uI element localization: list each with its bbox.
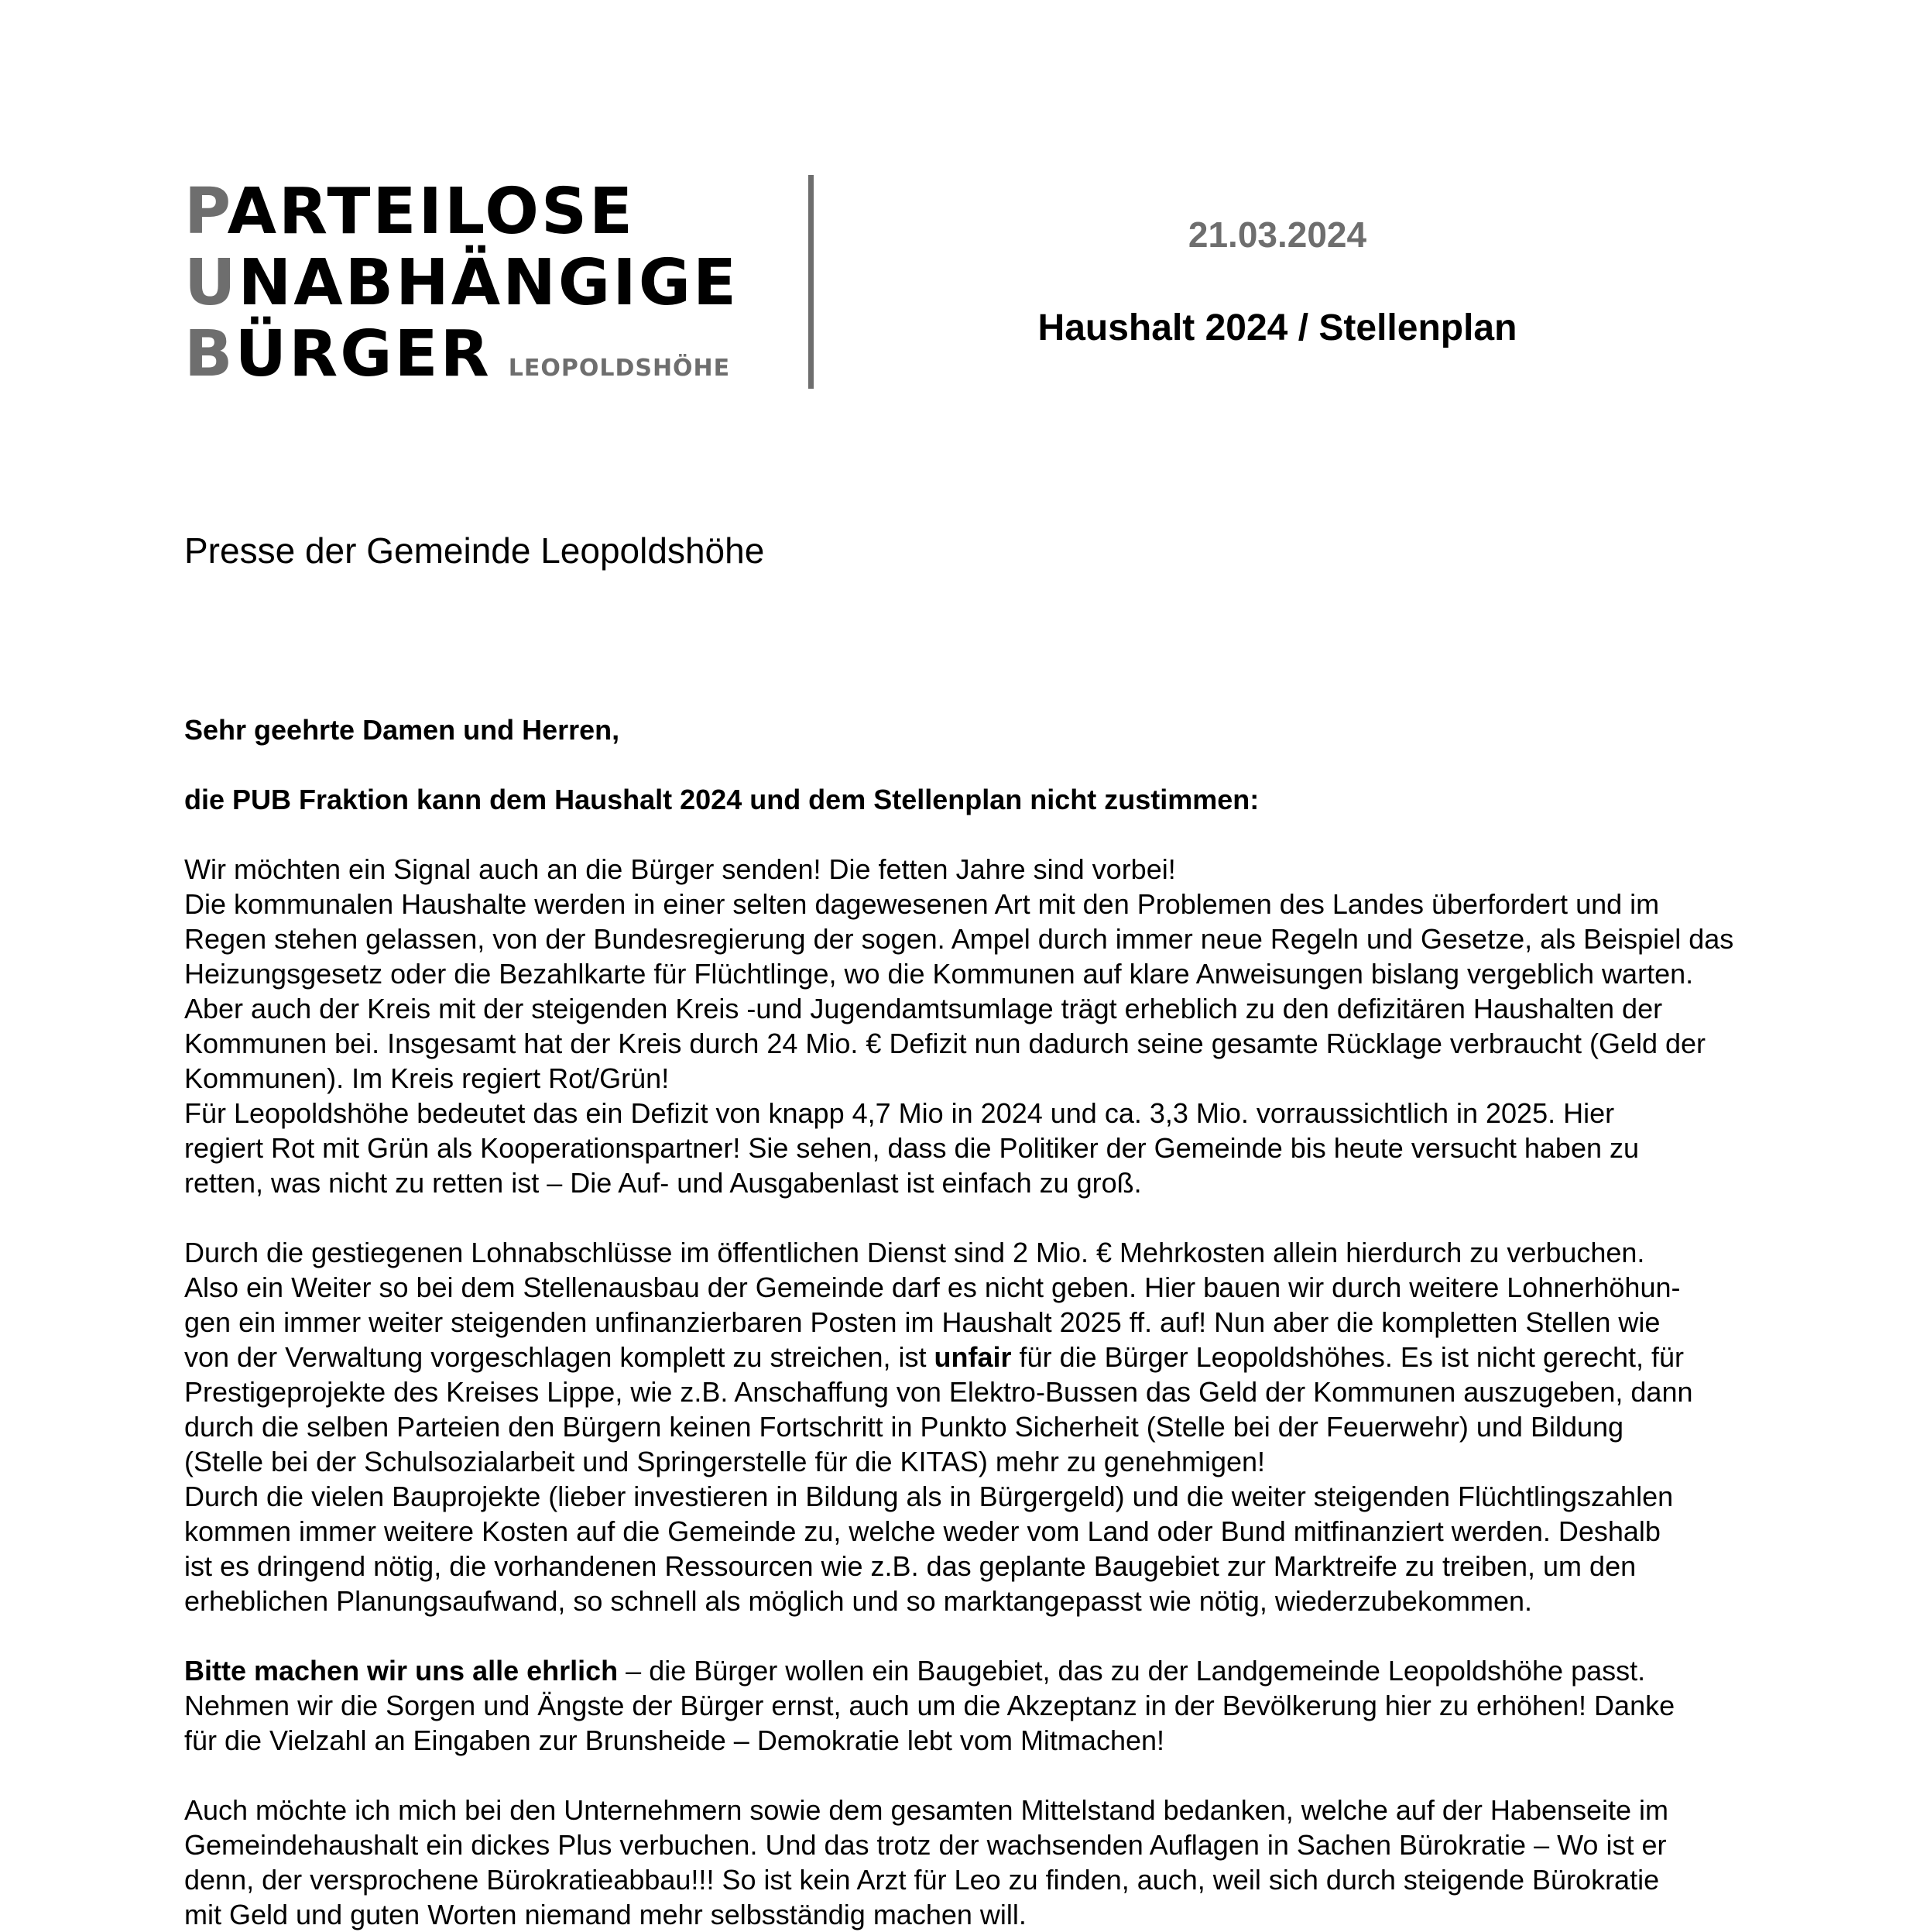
- text-line: Heizungsgesetz oder die Bezahlkarte für Flüchtlinge, wo die Kommunen auf klare Anweisungen bislang vergeblich warten.: [184, 958, 1694, 990]
- text-line: Kommunen). Im Kreis regiert Rot/Grün!: [184, 1062, 670, 1094]
- text-line: Aber auch der Kreis mit der steigenden Kreis -und Jugendamtsumlage trägt erheblich zu den defizitären Haushalten der: [184, 993, 1663, 1024]
- text-line: durch die selben Parteien den Bürgern keinen Fortschritt in Punkto Sicherheit (Stelle bei der Feuerwehr) und Bildung: [184, 1411, 1624, 1443]
- text-line: Wir möchten ein Signal auch an die Bürger senden! Die fetten Jahre sind vorbei!: [184, 853, 1176, 885]
- logo-line-unabhaengige: UNABHÄNGIGE: [184, 246, 739, 320]
- letter-subject: Haushalt 2024 / Stellenplan: [1037, 307, 1517, 348]
- logo-line-buerger: BÜRGER LEOPOLDSHÖHE: [184, 317, 731, 391]
- logo-line-parteilose: PARTEILOSE: [184, 175, 636, 249]
- logo-subtitle: LEOPOLDSHÖHE: [508, 355, 731, 382]
- text-line: retten, was nicht zu retten ist – Die Auf- und Ausgabenlast ist einfach zu groß.: [184, 1167, 1142, 1199]
- text-line: Prestigeprojekte des Kreises Lippe, wie z.B. Anschaffung von Elektro-Bussen das Geld der Kommunen auszugeben, dann: [184, 1376, 1693, 1408]
- text-line: Nehmen wir die Sorgen und Ängste der Bürger ernst, auch um die Akzeptanz in der Bevölkerung hier zu erhöhen! Danke: [184, 1690, 1675, 1721]
- text-line: Also ein Weiter so bei dem Stellenausbau der Gemeinde darf es nicht geben. Hier bauen wir durch weitere Lohnerhöhun-: [184, 1271, 1681, 1303]
- text-line: (Stelle bei der Schulsozialarbeit und Springerstelle für die KITAS) mehr zu genehmigen!: [184, 1446, 1266, 1477]
- emphasis-unfair: unfair: [934, 1341, 1012, 1373]
- paragraph-2: [184, 1235, 1748, 1618]
- letter-body: [184, 712, 1748, 1932]
- text-line: Für Leopoldshöhe bedeutet das ein Defizit von knapp 4,7 Mio in 2024 und ca. 3,3 Mio. vorraussichtlich in 2025. Hier: [184, 1097, 1615, 1129]
- text-line: Kommunen bei. Insgesamt hat der Kreis durch 24 Mio. € Defizit nun dadurch seine gesamte Rücklage verbraucht (Geld der: [184, 1028, 1706, 1059]
- salutation: Sehr geehrte Damen und Herren,: [184, 714, 620, 746]
- recipient: Presse der Gemeinde Leopoldshöhe: [184, 530, 765, 571]
- paragraph-1: [184, 852, 1748, 1200]
- text-line: Regen stehen gelassen, von der Bundesregierung der sogen. Ampel durch immer neue Regeln und Gesetze, als Beispiel das: [184, 923, 1734, 955]
- text-line: erheblichen Planungsaufwand, so schnell als möglich und so marktangepasst wie nötig, wiederzubekommen.: [184, 1585, 1532, 1617]
- text-line: Auch möchte ich mich bei den Unternehmern sowie dem gesamten Mittelstand bedanken, welche auf der Habenseite im: [184, 1794, 1669, 1826]
- paragraph-3: [184, 1653, 1748, 1758]
- text-line: Bitte machen wir uns alle ehrlich – die Bürger wollen ein Baugebiet, das zu der Landgemeinde Leopoldshöhe passt.: [184, 1655, 1646, 1687]
- text-line: Gemeindehaushalt ein dickes Plus verbuchen. Und das trotz der wachsenden Auflagen in Sachen Bürokratie – Wo ist er: [184, 1829, 1667, 1861]
- text-line: Durch die vielen Bauprojekte (lieber investieren in Bildung als in Bürgergeld) und die weiter steigenden Flüchtlingszahlen: [184, 1481, 1674, 1512]
- text-line: für die Vielzahl an Eingaben zur Brunsheide – Demokratie lebt vom Mitmachen!: [184, 1724, 1165, 1756]
- intro-statement: die PUB Fraktion kann dem Haushalt 2024 und dem Stellenplan nicht zustimmen:: [184, 784, 1260, 815]
- party-logo: [184, 177, 757, 393]
- text-line: kommen immer weitere Kosten auf die Gemeinde zu, welche weder vom Land oder Bund mitfinanziert werden. Deshalb: [184, 1515, 1661, 1547]
- text-line: denn, der versprochene Bürokratieabbau!!! So ist kein Arzt für Leo zu finden, auch, weil sich durch steigende Bürokratie: [184, 1864, 1660, 1896]
- text-line: mit Geld und guten Worten niemand mehr selbsständig machen will.: [184, 1899, 1027, 1930]
- text-line: gen ein immer weiter steigenden unfinanzierbaren Posten im Haushalt 2025 ff. auf! Nun aber die kompletten Stellen wie: [184, 1306, 1661, 1338]
- text-line: Die kommunalen Haushalte werden in einer selten dagewesenen Art mit den Problemen des Landes überfordert und im: [184, 888, 1660, 920]
- letter-date: 21.03.2024: [1188, 214, 1367, 255]
- text-line: von der Verwaltung vorgeschlagen komplett zu streichen, ist unfair für die Bürger Leopoldshöhes. Es ist nicht gerecht, für: [184, 1341, 1685, 1373]
- header-divider: [808, 175, 814, 389]
- emphasis-ehrlich: Bitte machen wir uns alle ehrlich: [184, 1655, 619, 1687]
- paragraph-4: [184, 1793, 1748, 1932]
- text-line: Durch die gestiegenen Lohnabschlüsse im öffentlichen Dienst sind 2 Mio. € Mehrkosten allein hierdurch zu verbuchen.: [184, 1237, 1645, 1268]
- text-line: regiert Rot mit Grün als Kooperationspartner! Sie sehen, dass die Politiker der Gemeinde bis heute versucht haben zu: [184, 1132, 1640, 1164]
- text-line: ist es dringend nötig, die vorhandenen Ressourcen wie z.B. das geplante Baugebiet zur Marktreife zu treiben, um den: [184, 1550, 1637, 1582]
